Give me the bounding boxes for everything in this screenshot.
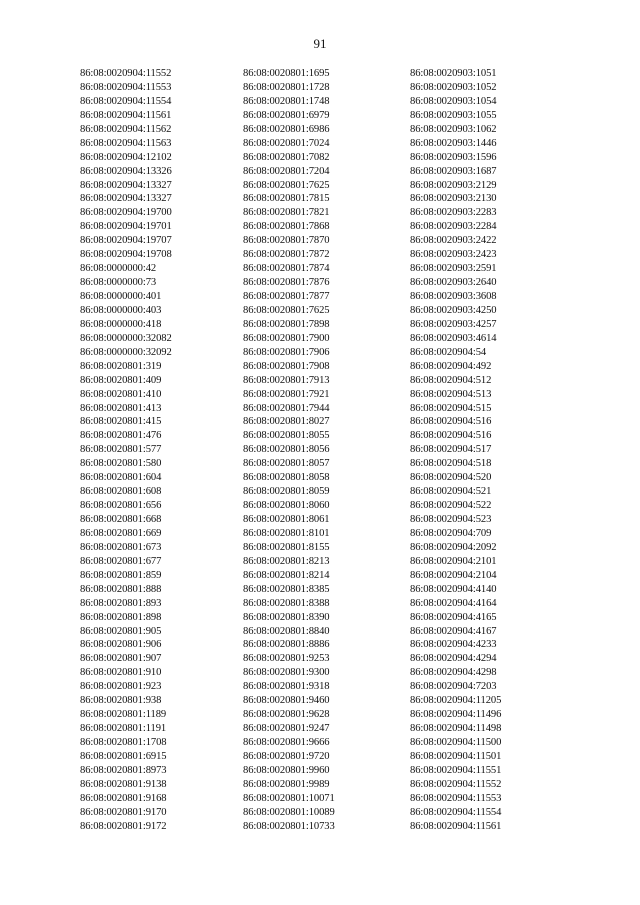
cadastral-number: 86:08:0020903:2130: [410, 193, 497, 205]
cadastral-number: 86:08:0020904:11553: [410, 792, 502, 804]
cadastral-number: 86:08:0020801:580: [80, 458, 162, 470]
cadastral-number: 86:08:0020904:11561: [410, 820, 502, 832]
cadastral-number: 86:08:0020903:4250: [410, 304, 497, 316]
cadastral-number: 86:08:0000000:401: [80, 291, 162, 302]
cadastral-number: 86:08:0020801:9138: [80, 778, 167, 790]
cadastral-number: 86:08:0020904:492: [410, 360, 492, 372]
cadastral-number: 86:08:0020904:19700: [80, 207, 172, 219]
cadastral-number: 86:08:0020801:577: [80, 444, 162, 456]
cadastral-number: 86:08:0020801:10733: [243, 820, 335, 832]
cadastral-number: 86:08:0020904:516: [410, 430, 492, 442]
cadastral-number: 86:08:0020904:11551: [410, 764, 502, 776]
cadastral-number: 86:08:0020904:19701: [80, 221, 172, 233]
cadastral-number: 86:08:0020801:907: [80, 653, 162, 665]
cadastral-number: 86:08:0020903:1054: [410, 95, 497, 107]
cadastral-number: 86:08:0020904:517: [410, 444, 492, 456]
cadastral-number: 86:08:0020801:7906: [243, 346, 330, 358]
cadastral-number: 86:08:0020801:9666: [243, 737, 330, 748]
cadastral-number: 86:08:0020801:9960: [243, 764, 330, 776]
cadastral-number: 86:08:0020801:6979: [243, 109, 330, 121]
cadastral-number: 86:08:0020801:7815: [243, 193, 330, 205]
cadastral-number: 86:08:0020801:8027: [243, 416, 330, 428]
cadastral-number: 86:08:0020904:512: [410, 374, 492, 386]
cadastral-number: 86:08:0020904:4294: [410, 653, 497, 665]
cadastral-number: 86:08:0020904:522: [410, 500, 492, 512]
cadastral-number: 86:08:0020903:4614: [410, 332, 497, 344]
cadastral-number: 86:08:0020904:11552: [410, 778, 502, 790]
cadastral-number: 86:08:0020801:9628: [243, 709, 330, 721]
cadastral-number: 86:08:0020904:2092: [410, 541, 497, 553]
cadastral-number: 86:08:0020801:10071: [243, 792, 335, 804]
cadastral-number: 86:08:0020801:409: [80, 374, 162, 386]
cadastral-number: 86:08:0020801:6915: [80, 750, 167, 762]
cadastral-number: 86:08:0020801:8101: [243, 527, 330, 539]
cadastral-number: 86:08:0020801:7870: [243, 235, 330, 247]
cadastral-number: 86:08:0020801:8213: [243, 555, 330, 567]
cadastral-number: 86:08:0020801:8840: [243, 625, 330, 637]
cadastral-number: 86:08:0020801:8057: [243, 458, 330, 470]
cadastral-number: 86:08:0020903:1687: [410, 165, 497, 177]
cadastral-number: 86:08:0020904:19708: [80, 249, 172, 261]
cadastral-number: 86:08:0020801:8886: [243, 639, 330, 651]
cadastral-number: 86:08:0020904:709: [410, 527, 492, 539]
cadastral-number: 86:08:0020801:656: [80, 500, 162, 512]
cadastral-number: 86:08:0020801:668: [80, 514, 162, 525]
cadastral-number: 86:08:0020801:10089: [243, 806, 335, 818]
cadastral-number: 86:08:0020801:7900: [243, 332, 330, 344]
cadastral-number: 86:08:0020903:1055: [410, 109, 497, 121]
cadastral-number: 86:08:0020801:859: [80, 569, 162, 581]
cadastral-number: 86:08:0020903:2422: [410, 235, 497, 247]
cadastral-number: 86:08:0020904:12102: [80, 151, 172, 163]
cadastral-number: 86:08:0020904:13327: [80, 179, 172, 191]
cadastral-number: 86:08:0020801:7874: [243, 263, 330, 275]
cadastral-number: 86:08:0020904:4167: [410, 625, 497, 637]
cadastral-number: 86:08:0020904:513: [410, 388, 492, 400]
cadastral-number: 86:08:0020801:938: [80, 695, 162, 707]
cadastral-number: 86:08:0020904:515: [410, 402, 492, 414]
cadastral-number: 86:08:0020801:8058: [243, 472, 330, 484]
column-3: [410, 67, 501, 834]
cadastral-number: 86:08:0020801:8056: [243, 444, 330, 456]
column-1: [80, 67, 172, 834]
cadastral-number: 86:08:0020904:11498: [410, 723, 502, 735]
cadastral-number: 86:08:0020801:9170: [80, 806, 167, 818]
cadastral-number: 86:08:0020801:9720: [243, 750, 330, 762]
cadastral-number: 86:08:0020801:906: [80, 639, 162, 651]
cadastral-number: 86:08:0020801:9989: [243, 778, 330, 790]
cadastral-number: 86:08:0020801:415: [80, 416, 162, 428]
cadastral-number: 86:08:0020904:13326: [80, 165, 172, 177]
cadastral-number: 86:08:0020904:13327: [80, 193, 172, 205]
cadastral-number: 86:08:0020801:8214: [243, 569, 330, 581]
cadastral-number: 86:08:0000000:73: [80, 277, 157, 289]
cadastral-number: 86:08:0020903:3608: [410, 291, 497, 302]
cadastral-number: 86:08:0020801:677: [80, 555, 162, 567]
cadastral-number: 86:08:0020801:898: [80, 611, 162, 623]
cadastral-number: 86:08:0020801:9247: [243, 723, 330, 735]
cadastral-number: 86:08:0020801:319: [80, 360, 162, 372]
cadastral-number: 86:08:0020904:19707: [80, 235, 172, 247]
cadastral-number: 86:08:0020904:523: [410, 514, 492, 525]
cadastral-number: 86:08:0020801:6986: [243, 123, 330, 135]
cadastral-number: 86:08:0020904:11205: [410, 695, 502, 707]
cadastral-number: 86:08:0020903:1052: [410, 81, 497, 93]
cadastral-number: 86:08:0020904:11552: [80, 68, 172, 79]
cadastral-number: 86:08:0020904:11553: [80, 81, 172, 93]
cadastral-number: 86:08:0020904:11562: [80, 123, 172, 135]
cadastral-number: 86:08:0020904:4165: [410, 611, 497, 623]
cadastral-number: 86:08:0020801:7868: [243, 221, 330, 233]
cadastral-number: 86:08:0000000:403: [80, 304, 162, 316]
cadastral-number: 86:08:0020801:7821: [243, 207, 330, 219]
cadastral-number: 86:08:0020801:8061: [243, 514, 330, 525]
cadastral-number: 86:08:0020801:910: [80, 667, 162, 679]
cadastral-number: 86:08:0020801:604: [80, 472, 162, 484]
cadastral-number: 86:08:0020801:476: [80, 430, 162, 442]
cadastral-number: 86:08:0020904:11563: [80, 137, 172, 149]
cadastral-number: 86:08:0020801:9318: [243, 681, 330, 693]
cadastral-number: 86:08:0020801:9172: [80, 820, 167, 832]
cadastral-number: 86:08:0020801:7024: [243, 137, 330, 149]
cadastral-number: 86:08:0020801:893: [80, 597, 162, 609]
cadastral-number: 86:08:0020801:7877: [243, 291, 330, 302]
cadastral-number: 86:08:0020903:2284: [410, 221, 497, 233]
cadastral-number: 86:08:0020801:7908: [243, 360, 330, 372]
cadastral-number: 86:08:0020801:673: [80, 541, 162, 553]
cadastral-number: 86:08:0020904:7203: [410, 681, 497, 693]
cadastral-number: 86:08:0020904:521: [410, 486, 492, 498]
cadastral-number: 86:08:0020801:7876: [243, 277, 330, 289]
cadastral-number: 86:08:0020904:11501: [410, 750, 502, 762]
cadastral-number: 86:08:0020904:11554: [410, 806, 502, 818]
cadastral-number: 86:08:0020801:8390: [243, 611, 330, 623]
cadastral-number: 86:08:0020801:9460: [243, 695, 330, 707]
cadastral-number: 86:08:0020801:7898: [243, 318, 330, 330]
cadastral-number: 86:08:0000000:32082: [80, 332, 172, 344]
cadastral-number: 86:08:0020801:7082: [243, 151, 330, 163]
cadastral-number: 86:08:0020801:669: [80, 527, 162, 539]
cadastral-number: 86:08:0020903:1596: [410, 151, 497, 163]
cadastral-number: 86:08:0020801:7872: [243, 249, 330, 261]
cadastral-number: 86:08:0020801:1695: [243, 68, 330, 79]
cadastral-number: 86:08:0000000:42: [80, 263, 157, 275]
cadastral-number: 86:08:0020904:4164: [410, 597, 497, 609]
cadastral-number: 86:08:0020801:8060: [243, 500, 330, 512]
cadastral-number: 86:08:0020903:1062: [410, 123, 497, 135]
cadastral-number: 86:08:0020801:8973: [80, 764, 167, 776]
cadastral-number: 86:08:0020801:410: [80, 388, 162, 400]
cadastral-number: 86:08:0000000:418: [80, 318, 162, 330]
cadastral-number: 86:08:0020801:7625: [243, 179, 330, 191]
cadastral-number: 86:08:0020904:54: [410, 346, 487, 358]
cadastral-number: 86:08:0020801:7204: [243, 165, 330, 177]
cadastral-number: 86:08:0020904:11496: [410, 709, 502, 721]
cadastral-number: 86:08:0020801:9300: [243, 667, 330, 679]
cadastral-number: 86:08:0020904:4140: [410, 583, 497, 595]
cadastral-number: 86:08:0020801:1708: [80, 737, 167, 748]
cadastral-number: 86:08:0020801:7944: [243, 402, 330, 414]
column-2: [243, 67, 335, 834]
cadastral-number: 86:08:0020903:2129: [410, 179, 497, 191]
cadastral-number: 86:08:0020904:11561: [80, 109, 172, 121]
cadastral-number: 86:08:0020801:8388: [243, 597, 330, 609]
cadastral-number: 86:08:0020801:8385: [243, 583, 330, 595]
cadastral-number: 86:08:0020904:2101: [410, 555, 497, 567]
page-number: 91: [313, 36, 327, 51]
cadastral-number: 86:08:0020801:7913: [243, 374, 330, 386]
cadastral-number: 86:08:0020801:9253: [243, 653, 330, 665]
cadastral-number: 86:08:0020903:2640: [410, 277, 497, 289]
cadastral-number: 86:08:0020903:2283: [410, 207, 497, 219]
cadastral-number: 86:08:0020801:8055: [243, 430, 330, 442]
cadastral-number: 86:08:0020903:1446: [410, 137, 497, 149]
cadastral-number: 86:08:0020801:923: [80, 681, 162, 693]
cadastral-number: 86:08:0020903:4257: [410, 318, 497, 330]
cadastral-number: 86:08:0020903:2423: [410, 249, 497, 261]
cadastral-number: 86:08:0020801:8155: [243, 541, 330, 553]
cadastral-number: 86:08:0020801:905: [80, 625, 162, 637]
cadastral-number: 86:08:0020801:9168: [80, 792, 167, 804]
cadastral-number: 86:08:0020904:11500: [410, 737, 502, 748]
cadastral-number: 86:08:0020801:7921: [243, 388, 330, 400]
cadastral-number: 86:08:0020904:520: [410, 472, 492, 484]
cadastral-number: 86:08:0020801:7625: [243, 304, 330, 316]
cadastral-number: 86:08:0020801:413: [80, 402, 162, 414]
cadastral-number: 86:08:0020904:518: [410, 458, 492, 470]
cadastral-number: 86:08:0020801:608: [80, 486, 162, 498]
cadastral-number: 86:08:0020801:1189: [80, 709, 167, 721]
cadastral-number: 86:08:0020903:2591: [410, 263, 497, 275]
cadastral-number: 86:08:0020904:4298: [410, 667, 497, 679]
cadastral-number: 86:08:0020801:1748: [243, 95, 330, 107]
cadastral-number: 86:08:0020904:4233: [410, 639, 497, 651]
cadastral-number: 86:08:0020801:1191: [80, 723, 167, 735]
cadastral-number: 86:08:0020801:8059: [243, 486, 330, 498]
cadastral-number: 86:08:0020801:888: [80, 583, 162, 595]
cadastral-number: 86:08:0020903:1051: [410, 68, 497, 79]
cadastral-number: 86:08:0020801:1728: [243, 81, 330, 93]
cadastral-number: 86:08:0020904:11554: [80, 95, 172, 107]
cadastral-number: 86:08:0020904:516: [410, 416, 492, 428]
cadastral-number: 86:08:0020904:2104: [410, 569, 497, 581]
cadastral-number: 86:08:0000000:32092: [80, 346, 172, 358]
